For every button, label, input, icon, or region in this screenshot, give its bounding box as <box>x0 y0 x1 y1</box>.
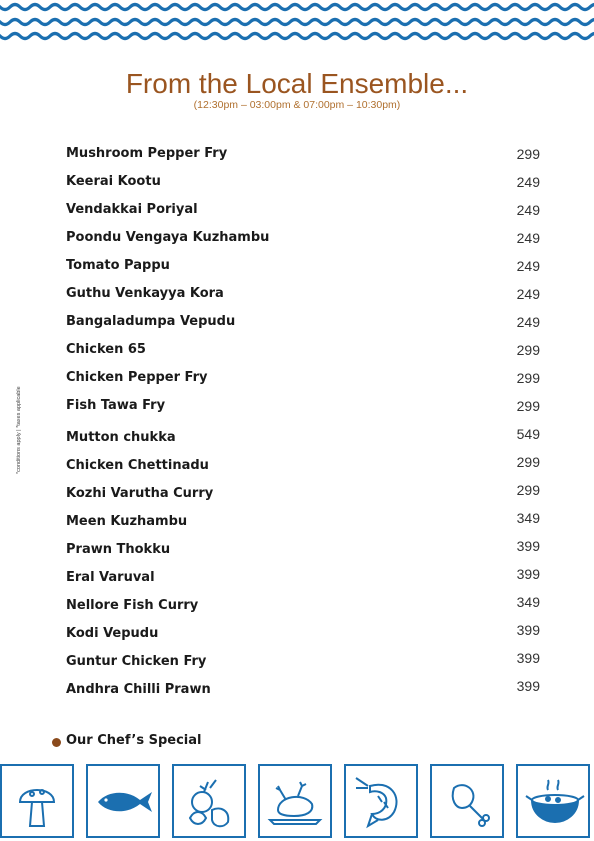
menu-item-name: Guntur Chicken Fry <box>66 654 207 669</box>
wave-border <box>0 0 594 42</box>
legend-label: Our Chef’s Special <box>66 733 202 748</box>
menu-item-price: 249 <box>516 202 540 218</box>
menu-item-price: 249 <box>516 286 540 302</box>
menu-item-price: 299 <box>516 370 540 386</box>
menu-item-name: Andhra Chilli Prawn <box>66 682 211 697</box>
vegetables-icon <box>172 764 246 838</box>
menu-item-name: Kodi Vepudu <box>66 626 159 641</box>
menu-item-price: 349 <box>516 594 540 610</box>
menu-item-name: Kozhi Varutha Curry <box>66 486 214 501</box>
side-note: *conditions apply | *taxes applicable <box>16 386 22 474</box>
menu-item-name: Meen Kuzhambu <box>66 514 188 529</box>
service-hours: (12:30pm – 03:00pm & 07:00pm – 10:30pm) <box>193 99 401 111</box>
menu-item-price: 299 <box>516 342 540 358</box>
menu-item-price: 349 <box>516 510 540 526</box>
menu-item-name: Prawn Thokku <box>66 542 171 557</box>
menu-item-price: 399 <box>516 650 540 666</box>
page-title: From the Local Ensemble... <box>125 68 469 99</box>
menu-item-name: Nellore Fish Curry <box>66 598 199 613</box>
menu-item-name: Keerai Kootu <box>66 174 161 189</box>
menu-item-name: Bangaladumpa Vepudu <box>66 314 236 329</box>
menu-item-price: 399 <box>516 538 540 554</box>
menu-item-price: 249 <box>516 258 540 274</box>
menu-item-name: Mutton chukka <box>66 430 176 445</box>
menu-item-name: Chicken Pepper Fry <box>66 370 208 385</box>
menu-item-price: 549 <box>516 426 540 442</box>
menu-item-name: Guthu Venkayya Kora <box>66 286 224 301</box>
menu-item-price: 299 <box>516 454 540 470</box>
menu-item-name: Vendakkai Poriyal <box>66 202 198 217</box>
drumstick-icon <box>430 764 504 838</box>
menu-item-price: 299 <box>516 482 540 498</box>
mushroom-icon <box>0 764 74 838</box>
menu-item-price: 249 <box>516 174 540 190</box>
menu-item-price: 399 <box>516 622 540 638</box>
menu-item-price: 299 <box>516 146 540 162</box>
menu-item-name: Tomato Pappu <box>66 258 170 273</box>
curry-bowl-icon <box>516 764 590 838</box>
menu-item-name: Chicken Chettinadu <box>66 458 209 473</box>
prawn-icon <box>344 764 418 838</box>
menu-item-price: 249 <box>516 314 540 330</box>
menu-item-price: 299 <box>516 398 540 414</box>
menu-item-name: Poondu Vengaya Kuzhambu <box>66 230 270 245</box>
menu-item-price: 399 <box>516 678 540 694</box>
menu-item-name: Mushroom Pepper Fry <box>66 146 228 161</box>
menu-item-name: Eral Varuval <box>66 570 155 585</box>
menu-item-name: Fish Tawa Fry <box>66 398 166 413</box>
roast-chicken-icon <box>258 764 332 838</box>
chef-special-dot <box>52 738 61 747</box>
menu-item-price: 399 <box>516 566 540 582</box>
menu-item-name: Chicken 65 <box>66 342 146 357</box>
fish-icon <box>86 764 160 838</box>
menu-item-price: 249 <box>516 230 540 246</box>
